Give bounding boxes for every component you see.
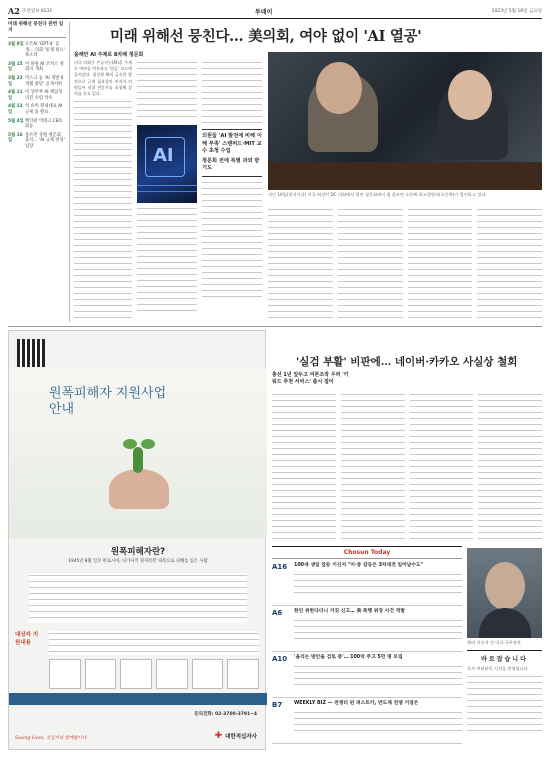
timeline-item — [8, 62, 66, 73]
support-icon — [156, 659, 188, 689]
timeline-item — [8, 42, 66, 59]
qr-code[interactable] — [17, 339, 45, 367]
timeline-item — [8, 90, 66, 101]
ad-title: 원폭피해자 지원사업 안내 — [49, 386, 167, 417]
support-icon — [192, 659, 224, 689]
kissinger-caption: 헨리 키신저 전 미국 국무장관 — [467, 640, 521, 645]
masthead — [8, 6, 542, 18]
timeline-item — [8, 133, 66, 150]
chosun-today-header: Chosun Today — [272, 546, 462, 559]
support-icon — [49, 659, 81, 689]
sidebar-timeline — [8, 22, 66, 322]
photo-caption: 지난 16일(현지시각) 미국 워싱턴 DC 의회에서 열린 청문회에서 샘 올트먼 오픈AI 최고경영자(오른쪽)가 발언하고 있다. — [268, 192, 487, 197]
timeline-text: 올트먼 상원 청문회 출석… 'AI 규제 찬성' 입장 — [25, 132, 65, 149]
ad-description: 1945년 8월 일본 히로시마, 나가사키 원자폭탄 피폭으로 피해를 입은 사람 — [68, 559, 208, 564]
ad-banner — [9, 693, 267, 705]
second-columns — [272, 392, 542, 540]
timeline-item — [8, 104, 66, 115]
main-lede: 올해만 AI 주제로 8차례 청문회 — [74, 52, 144, 58]
timeline-date: 3월 15일 — [8, 61, 23, 73]
sidebar-title: 미래 위해선 뭉친다 관련 일지 — [8, 22, 66, 38]
correction-text: 독자 여러분의 지적을 반영합니다. — [467, 666, 529, 671]
pull-quote: 의원들 'AI 발전에 비해 이해 부족' 스탠퍼드·MIT 교수 초청 수업 청문회 전에 특별 과외 받기도 — [202, 129, 262, 177]
timeline-item — [8, 119, 66, 130]
body-column-1: 미국 의회가 인공지능(AI)을 주제로 여야를 막론하고 '열공' 모드에 들어갔다. 생성형 AI의 급속한 발전으로 규제 필요성이 커지자 의원들이 직접 전문가를 초청해 강의를 듣고 있다. — [74, 60, 132, 322]
timeline-item — [8, 76, 66, 87]
main-headline: 미래 위해선 뭉친다… 美의회, 여야 없이 'AI 열공' — [110, 28, 422, 45]
ad-footer-slogan: Saving Lives, 적십자와 함께합니다 — [15, 736, 87, 741]
item-page: B7 — [272, 701, 283, 709]
timeline-text: 백악관 빅테크 CEO 회동 — [25, 118, 62, 130]
issue-date: 2023년 5월 18일 금요일 — [491, 9, 542, 14]
timeline-text: 머스크 등 'AI 개발 6개월 중단' 공개서한 — [25, 75, 64, 87]
timeline-date: 3월 8일 — [8, 42, 24, 47]
timeline-date: 5월 16일 — [8, 132, 23, 144]
timeline-text: 오픈AI 'GPT-4' 공개… 의회 '통제 필요' 목소리 — [25, 42, 65, 59]
item-title: 100세 생일 앞둔 키신저 "미·중 갈등은 3차대전 일어날수도" — [294, 563, 424, 568]
ad-question: 원폭피해자란? — [110, 547, 166, 557]
timeline-date: 5월 4일 — [8, 118, 24, 124]
support-icon — [120, 659, 152, 689]
section-label: 투데이 — [255, 9, 273, 16]
kissinger-photo — [467, 548, 542, 638]
correction-corner — [467, 650, 542, 750]
item-title: '올리는 방안을 검토 중'… 100억 주고 5만 명 모집 — [294, 655, 403, 660]
timeline-date: 4월 11일 — [8, 90, 23, 101]
chosun-today-item[interactable] — [272, 652, 462, 698]
body-columns-right — [268, 207, 542, 322]
timeline-date: 4월 13일 — [8, 104, 23, 115]
item-page: A6 — [272, 609, 283, 617]
timeline-text: 미 하원 AI 코커스 첫 회의 개최 — [25, 61, 64, 73]
ai-illustration: AI — [137, 125, 197, 203]
ad-contact: 문의전화: 02-3700-3791~4 — [194, 712, 257, 717]
item-page: A16 — [272, 563, 288, 571]
ad-atomic-bomb-victims[interactable] — [8, 330, 266, 750]
support-icons — [49, 659, 259, 689]
brand-label: 조선일보 8131 — [22, 9, 53, 14]
page-number: A2 — [8, 6, 20, 16]
item-title: 한인 위한다더니 거짓 신고… 美 폭행 위장 사건 적발 — [294, 609, 405, 614]
body-column-3 — [202, 60, 262, 322]
body-column-2 — [137, 60, 197, 322]
second-subhead: 총선 1년 앞두고 여론조작 우려 '키워드 추천 서비스' 출시 접어 — [272, 372, 349, 385]
second-headline: '실검 부활' 비판에… 네이버·카카오 사실상 철회 — [296, 356, 518, 368]
chosun-today-list — [272, 560, 462, 750]
item-title: WEEKLY BIZ — 전쟁터 된 퍼스트카, 반도체 전쟁 거점은 — [294, 701, 419, 706]
item-page: A10 — [272, 655, 288, 663]
chosun-today-item[interactable] — [272, 606, 462, 652]
support-label: 대상자 지원내용 — [15, 632, 39, 646]
timeline-date: 3월 22일 — [8, 75, 23, 87]
timeline-text: 척 슈머 원내대표 AI 규제 틀 발표 — [25, 104, 63, 115]
red-cross-icon: ✚ — [214, 731, 223, 741]
timeline-text: 미 상무부 AI 책임성 의견 수렴 착수 — [25, 90, 63, 101]
chosun-today-item[interactable] — [272, 698, 462, 744]
support-icon — [227, 659, 259, 689]
correction-title: 바로잡습니다 — [481, 656, 528, 663]
support-icon — [85, 659, 117, 689]
hearing-photo — [268, 52, 542, 190]
ad-footer-org: ✚ 대한적십자사 — [214, 731, 257, 741]
chosun-today-item[interactable] — [272, 560, 462, 606]
